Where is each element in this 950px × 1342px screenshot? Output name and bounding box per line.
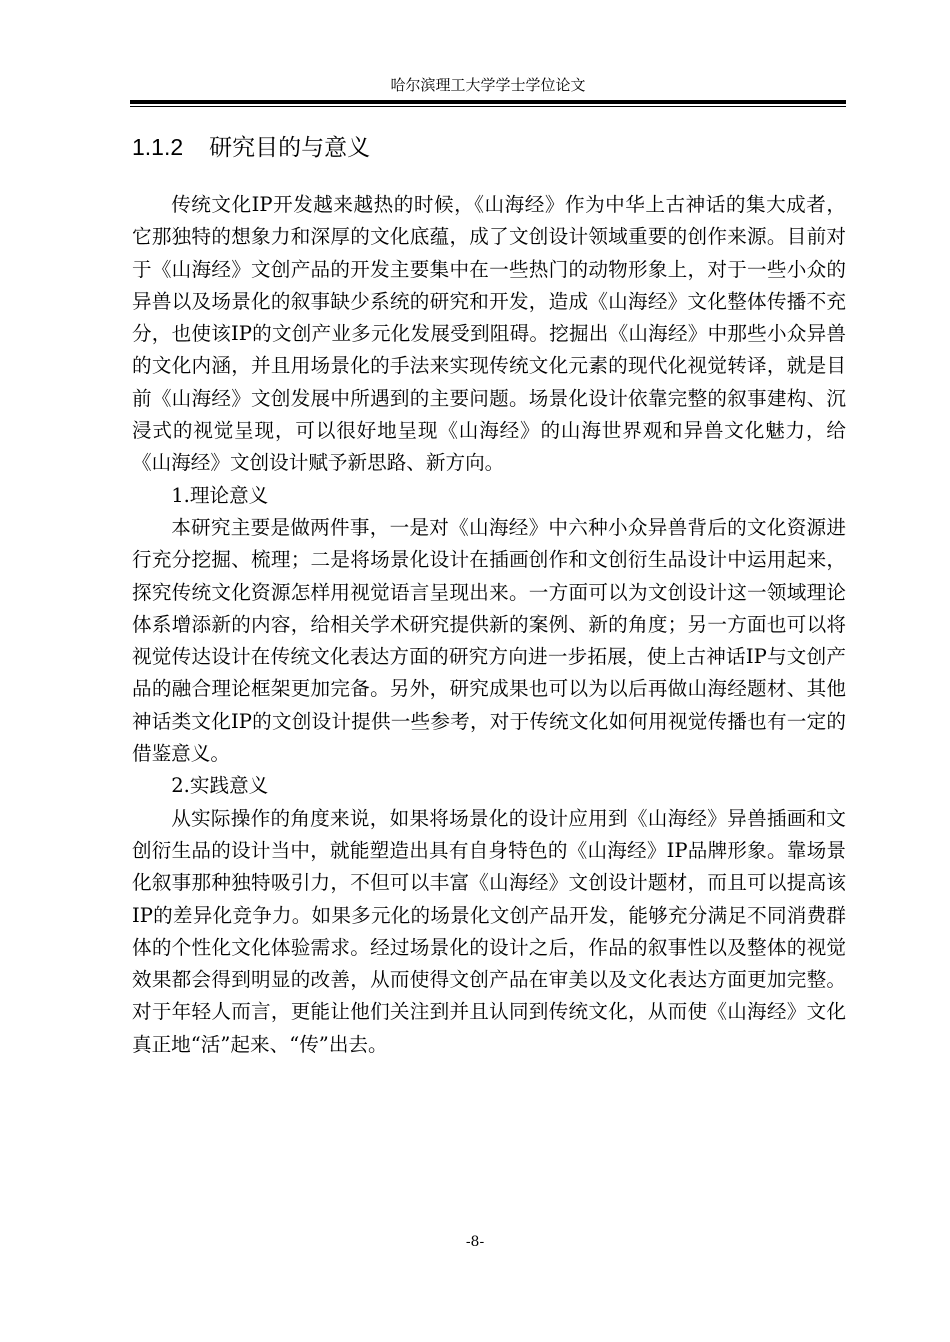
header-rule-thick: [130, 100, 846, 104]
body-text: [132, 189, 846, 1061]
page-number: -8-: [465, 1234, 485, 1250]
subheading-theory: 1.理论意义: [171, 483, 269, 507]
section-title: 研究目的与意义: [209, 135, 371, 161]
section-heading: [132, 128, 370, 167]
paragraph-intro: 传统文化IP开发越来越热的时候，《山海经》作为中华上古神话的集大成者，它那独特的想象力和深厚的文化底蕴，成了文创设计领域重要的创作来源。目前对于《山海经》文创产品的开发主要集中在一些热门的动物形象上，对于一些小众的异兽以及场景化的叙事缺少系统的研究和开发，造成《山海经》文化整体传播不充分，也使该IP的文创产业多元化发展受到阻碍。挖掘出《山海经》中那些小众异兽的文化内涵，并且用场景化的手法来实现传统文化元素的现代化视觉转译，就是目前《山海经》文创发展中所遇到的主要问题。场景化设计依靠完整的叙事建构、沉浸式的视觉呈现，可以很好地呈现《山海经》的山海世界观和异兽文化魅力，给《山海经》文创设计赋予新思路、新方向。: [132, 193, 846, 475]
paragraph-practice: 从实际操作的角度来说，如果将场景化的设计应用到《山海经》异兽插画和文创衍生品的设计当中，就能塑造出具有自身特色的《山海经》IP品牌形象。靠场景化叙事那种独特吸引力，不但可以丰富《山海经》文创设计题材，而且可以提高该IP的差异化竞争力。如果多元化的场景化文创产品开发，能够充分满足不同消费群体的个性化文化体验需求。经过场景化的设计之后，作品的叙事性以及整体的视觉效果都会得到明显的改善，从而使得文创产品在审美以及文化表达方面更加完整。对于年轻人而言，更能让他们关注到并且认同到传统文化，从而使《山海经》文化真正地“活”起来、“传”出去。: [132, 806, 846, 1056]
header-rule-thin: [130, 106, 846, 107]
section-number: 1.1.2: [132, 134, 184, 160]
subheading-practice: 2.实践意义: [171, 774, 269, 798]
page-header: 哈尔滨理工大学学士学位论文: [390, 76, 586, 94]
paragraph-theory: 本研究主要是做两件事，一是对《山海经》中六种小众异兽背后的文化资源进行充分挖掘、梳理；二是将场景化设计在插画创作和文创衍生品设计中运用起来，探究传统文化资源怎样用视觉语言呈现出来。一方面可以为文创设计这一领域理论体系增添新的内容，给相关学术研究提供新的案例、新的角度；另一方面也可以将视觉传达设计在传统文化表达方面的研究方向进一步拓展，使上古神话IP与文创产品的融合理论框架更加完备。另外，研究成果也可以为以后再做山海经题材、其他神话类文化IP的文创设计提供一些参考，对于传统文化如何用视觉传播也有一定的借鉴意义。: [132, 515, 846, 766]
